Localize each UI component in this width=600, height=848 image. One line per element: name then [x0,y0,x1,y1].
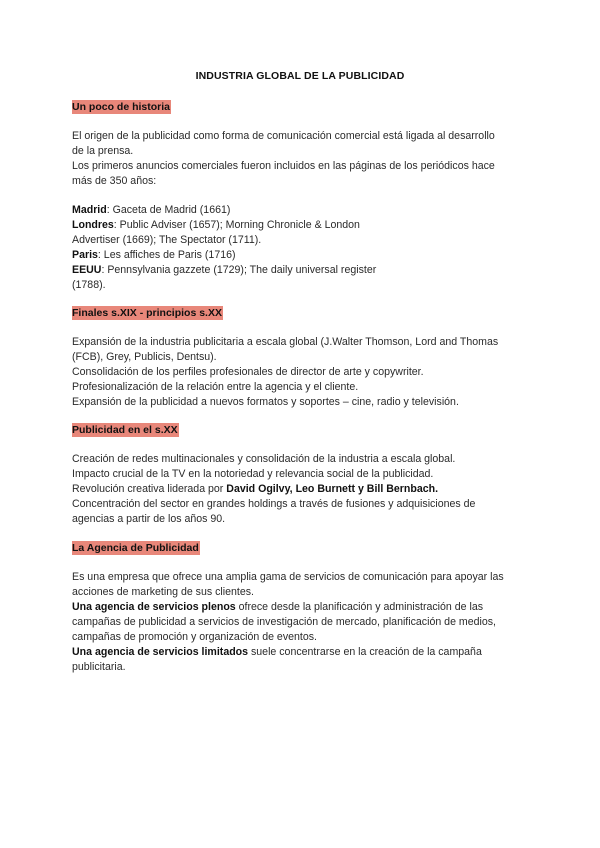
text-line: agencias a partir de los años 90. [72,513,226,525]
text-line: campañas de promoción y organización de eventos. [72,631,317,643]
city-text: Advertiser (1669); The Spectator (1711). [72,234,262,246]
text-line: Impacto crucial de la TV en la notoriedad y relevancia social de la publicidad. [72,468,434,480]
city-text: : Les affiches de Paris (1716) [97,249,236,261]
city-text: : Gaceta de Madrid (1661) [106,204,231,216]
section-heading-label: Finales s.XIX - principios s.XX [72,307,222,319]
text-line: más de 350 años: [72,175,157,187]
paragraph-origen [72,129,534,189]
paragraph-sxx [72,452,534,527]
text-line: Los primeros anuncios comerciales fueron incluidos en las páginas de los periódicos hace [72,160,495,172]
text-line: publicitaria. [72,661,126,673]
section-heading-finales [72,306,223,320]
bold-term: Una agencia de servicios plenos [72,601,236,613]
text-line: Expansión de la publicidad a nuevos formatos y soportes – cine, radio y televisión. [72,396,459,408]
section-heading-sxx [72,423,179,437]
text-line: Expansión de la industria publicitaria a escala global (J.Walter Thomson, Lord and Thomas [72,336,499,348]
city-line-madrid [72,203,534,218]
text-line: de la prensa. [72,145,134,157]
text-fragment: Revolución creativa liderada por [72,483,227,495]
paragraph-ciudades [72,203,534,293]
city-name: Madrid [72,204,107,216]
bold-names: David Ogilvy, Leo Burnett y Bill Bernbach. [226,483,439,495]
city-line-londres [72,218,534,233]
text-line: campañas de publicidad a servicios de investigación de mercado, planificación de medios, [72,616,496,628]
text-line: acciones de marketing de sus clientes. [72,586,254,598]
text-line: Creación de redes multinacionales y consolidación de la industria a escala global. [72,453,456,465]
text-line-full-service [72,600,534,615]
text-fragment: suele concentrarse en la creación de la campaña [248,646,482,658]
city-text: (1788). [72,279,106,291]
city-line-eeuu-cont [72,278,534,293]
text-line: Concentración del sector en grandes holdings a través de fusiones y adquisiciones de [72,498,476,510]
text-fragment: ofrece desde la planificación y administración de las [235,601,484,613]
paragraph-finales [72,335,534,410]
city-text: : Pennsylvania gazzete (1729); The daily universal register [101,264,377,276]
text-line: El origen de la publicidad como forma de comunicación comercial está ligada al desarrollo [72,130,495,142]
paragraph-agencia [72,570,534,675]
city-line-paris [72,248,534,263]
text-line: (FCB), Grey, Publicis, Dentsu). [72,351,217,363]
city-text: : Public Adviser (1657); Morning Chronicle & London [113,219,360,231]
section-heading-label: Publicidad en el s.XX [72,424,178,436]
city-name: Paris [72,249,98,261]
text-line-creative [72,482,534,497]
text-line: Es una empresa que ofrece una amplia gama de servicios de comunicación para apoyar las [72,571,504,583]
text-line: Profesionalización de la relación entre la agencia y el cliente. [72,381,359,393]
text-line: Consolidación de los perfiles profesionales de director de arte y copywriter. [72,366,424,378]
city-name: EEUU [72,264,102,276]
document-title: INDUSTRIA GLOBAL DE LA PUBLICIDAD [195,70,405,82]
section-heading-agencia [72,541,200,555]
section-heading-label: La Agencia de Publicidad [72,542,199,554]
city-line-londres-cont [72,233,534,248]
text-line-limited-service [72,645,534,660]
section-heading-label: Un poco de historia [72,101,171,113]
bold-term: Una agencia de servicios limitados [72,646,249,658]
city-name: Londres [72,219,114,231]
city-line-eeuu [72,263,534,278]
section-heading-historia [72,100,171,114]
